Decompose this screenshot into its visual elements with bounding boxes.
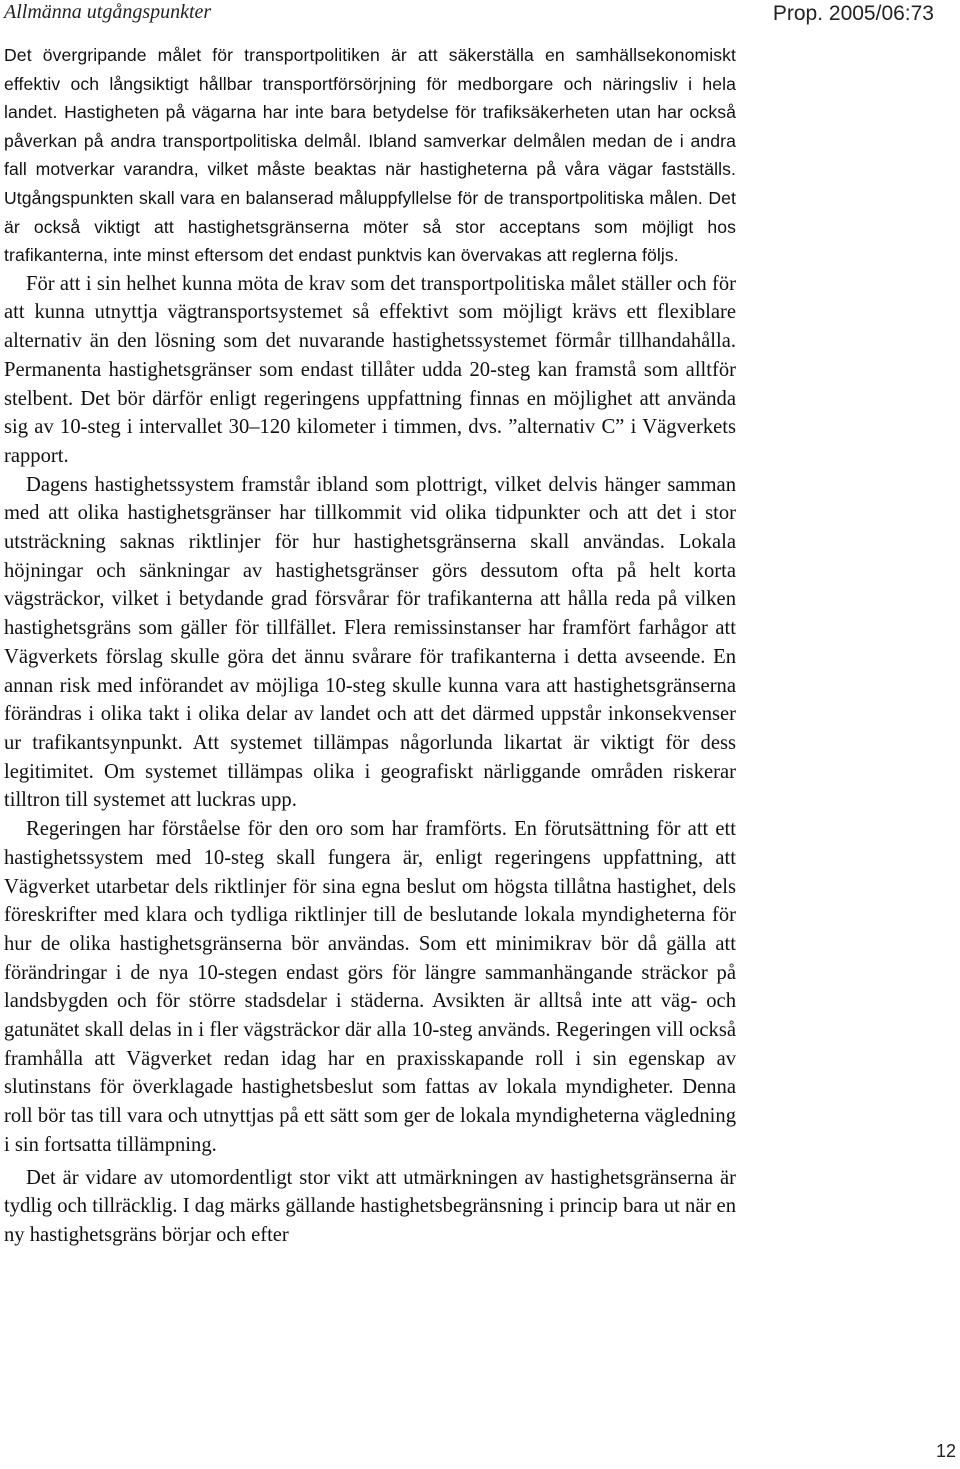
body-text xyxy=(4,41,736,1250)
paragraph-2: För att i sin helhet kunna möta de krav som det transportpolitiska målet ställer och för att kunna utnyttja vägtransportsystemet så effektivt som möjligt krävs ett flexiblare alternativ än den lösning som det nuvarande hastighetssystemet förmår tillhandahålla. Permanenta hastighetsgränser som endast tillåter udda 20-steg kan framstå som alltför stelbent. Det bör därför enligt regeringens uppfattning finnas en möjlighet att använda sig av 10-steg i intervallet 30–120 kilometer i timmen, dvs. ”alternativ C” i Vägverkets rapport. xyxy=(4,272,736,467)
running-head-section-title: Allmänna utgångspunkter xyxy=(4,1,212,23)
proposition-number: Prop. 2005/06:73 xyxy=(772,2,934,25)
paragraph-5: Det är vidare av utomordentligt stor vikt att utmärkningen av hastighetsgränserna är tydlig och tillräcklig. I dag märks gällande hastighetsbegränsning i princip bara ut när en ny hastighetsgräns börjar och efter xyxy=(4,1166,736,1246)
paragraph-4: Regeringen har förståelse för den oro som har framförts. En förutsättning för att ett hastighetssystem med 10-steg skall fungera är, enligt regeringens uppfattning, att Vägverket utarbetar dels riktlinjer för sina egna beslut om högsta tillåtna hastighet, dels föreskrifter med klara och tydliga riktlinjer till de beslutande lokala myndigheterna för hur de olika hastighetsgränserna bör användas. Som ett minimikrav bör då gälla att förändringar i de nya 10-stegen endast görs för längre sammanhängande sträckor på landsbygden och för större stadsdelar i städerna. Avsikten är alltså inte att väg- och gatunätet skall delas in i fler vägsträckor där alla 10-steg används. Regeringen vill också framhålla att Vägverket redan idag har en praxisskapande roll i sin egenskap av slutinstans för överklagade hastighetsbeslut som fattas av lokala myndigheter. Denna roll bör tas till vara och utnyttjas på ett sätt som ger de lokala myndigheterna vägledning i sin fortsatta tillämpning. xyxy=(4,818,736,1156)
paragraph-3: Dagens hastighetssystem framstår ibland som plottrigt, vilket delvis hänger samman med att olika hastighetsgränser har tillkommit vid olika tidpunkter och att det i stor utsträckning saknas riktlinjer för hur hastighetsgränserna skall användas. Lokala höjningar och sänkningar av hastighetsgränser görs dessutom ofta på helt korta vägsträckor, vilket i betydande grad försvårar för trafikanterna att hålla reda på vilken hastighetsgräns som gäller för tillfället. Flera remissinstanser har framfört farhågor att Vägverkets förslag skulle göra det ännu svårare för trafikanterna i detta avseende. En annan risk med införandet av möjliga 10-steg skulle kunna vara att hastighetsgränserna förändras i olika takt i olika delar av landet och att det därmed uppstår inkonsekvenser ur trafikantsynpunkt. Att systemet tillämpas någorlunda likartat är viktigt för dess legitimitet. Om systemet tillämpas olika i geografiskt närliggande områden riskerar tilltron till systemet att luckras upp. xyxy=(4,473,736,812)
paragraph-1: Det övergripande målet för transportpolitiken är att säkerställa en samhällsekonomiskt effektiv och långsiktigt hållbar transportförsörjning för medborgare och näringsliv i hela landet. Hastigheten på vägarna har inte bara betydelse för trafiksäkerheten utan har också påverkan på andra transportpolitiska delmål. Ibland samverkar delmålen medan de i andra fall motverkar varandra, vilket måste beaktas när hastigheterna på våra vägar fastställs. Utgångspunkten skall vara en balanserad måluppfyllelse för de transportpolitiska målen. Det är också viktigt att hastighetsgränserna möter så stor acceptans som möjligt hos trafikanterna, inte minst eftersom det endast punktvis kan övervakas att reglerna följs. xyxy=(4,45,736,266)
page-number: 12 xyxy=(935,1441,956,1461)
